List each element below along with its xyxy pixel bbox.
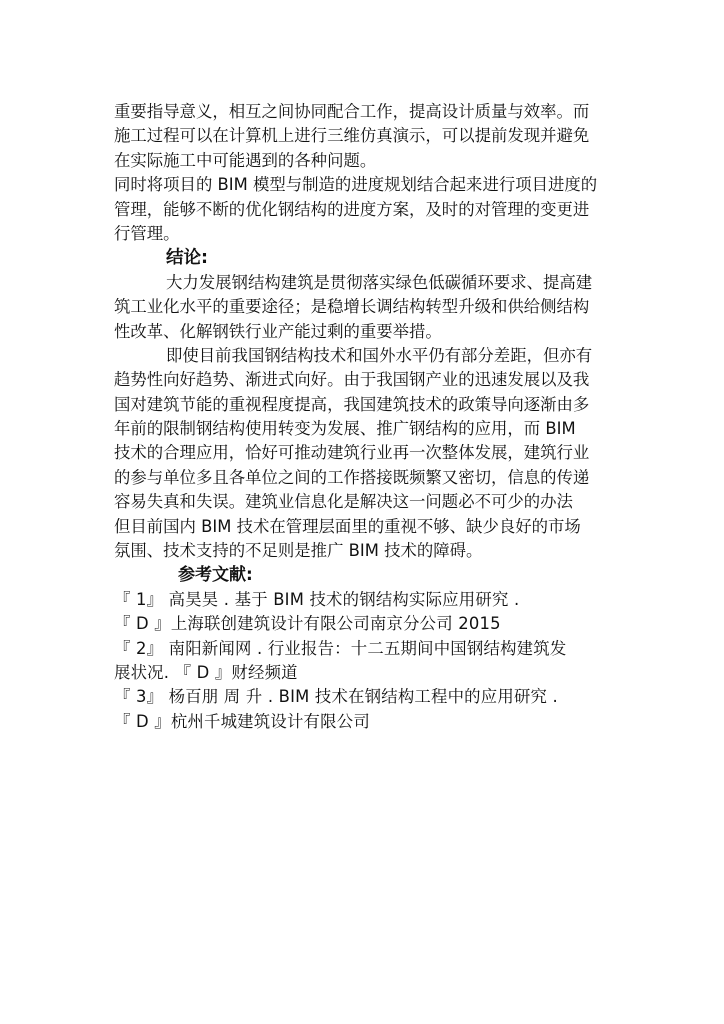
text-line: 行管理。 bbox=[114, 223, 180, 243]
text-line: 大力发展钢结构建筑是贯彻落实绿色低碳循环要求、提高建 bbox=[166, 272, 593, 292]
text-line: 国对建筑节能的重视程度提高，我国建筑技术的政策导向逐渐由多 bbox=[114, 394, 590, 414]
conclusion-heading: 结论: bbox=[166, 248, 208, 269]
text-line: 管理，能够不断的优化钢结构的进度方案，及时的对管理的变更进 bbox=[114, 199, 590, 219]
paragraph-conclusion-2 bbox=[114, 344, 614, 564]
text-line: 趋势性向好趋势、渐进式向好。由于我国钢产业的迅速发展以及我 bbox=[114, 370, 590, 390]
text-line: 在实际施工中可能遇到的各种问题。 bbox=[114, 150, 377, 170]
text-line: 性改革、化解钢铁行业产能过剩的重要举措。 bbox=[114, 321, 442, 341]
text-line: 同时将项目的 BIM 模型与制造的进度规划结合起来进行项目进度的 bbox=[114, 175, 598, 195]
text-line: 的参与单位多且各单位之间的工作搭接既频繁又密切，信息的传递 bbox=[114, 467, 590, 487]
paragraph-conclusion-1 bbox=[114, 271, 614, 344]
paragraph-progress-management bbox=[114, 173, 614, 246]
text-line: 筑工业化水平的重要途径；是稳增长调结构转型升级和供给侧结构 bbox=[114, 297, 590, 317]
reference-entry: 展状况. 『 D 』财经频道 bbox=[114, 662, 298, 682]
reference-entry: 『 3』 杨百朋 周 升 . BIM 技术在钢结构工程中的应用研究 . bbox=[114, 687, 558, 707]
reference-entry: 『 D 』杭州千城建筑设计有限公司 bbox=[114, 711, 370, 731]
text-line: 氛围、技术支持的不足则是推广 BIM 技术的障碍。 bbox=[114, 541, 483, 561]
reference-entry: 『 2』 南阳新闻网 . 行业报告：十二五期间中国钢结构建筑发 bbox=[114, 638, 567, 658]
text-line: 技术的合理应用，恰好可推动建筑行业再一次整体发展，建筑行业 bbox=[114, 443, 590, 463]
text-line: 年前的限制钢结构使用转变为发展、推广钢结构的应用，而 BIM bbox=[114, 419, 576, 439]
reference-entry: 『 D 』上海联创建筑设计有限公司南京分公司 2015 bbox=[114, 614, 501, 634]
paragraph-bim-collaboration bbox=[114, 100, 614, 173]
references-heading: 参考文献: bbox=[178, 565, 253, 586]
references-list bbox=[114, 588, 614, 734]
reference-entry: 『 1』 高昊昊 . 基于 BIM 技术的钢结构实际应用研究 . bbox=[114, 589, 520, 609]
text-line: 即使目前我国钢结构技术和国外水平仍有部分差距，但亦有 bbox=[166, 345, 593, 365]
text-line: 重要指导意义，相互之间协同配合工作，提高设计质量与效率。而 bbox=[114, 102, 590, 121]
text-line: 容易失真和失误。建筑业信息化是解决这一问题必不可少的办法 bbox=[114, 492, 573, 512]
text-line: 但目前国内 BIM 技术在管理层面里的重视不够、缺少良好的市场 bbox=[114, 516, 581, 536]
document-body bbox=[114, 100, 614, 734]
text-line: 施工过程可以在计算机上进行三维仿真演示，可以提前发现并避免 bbox=[114, 126, 590, 146]
